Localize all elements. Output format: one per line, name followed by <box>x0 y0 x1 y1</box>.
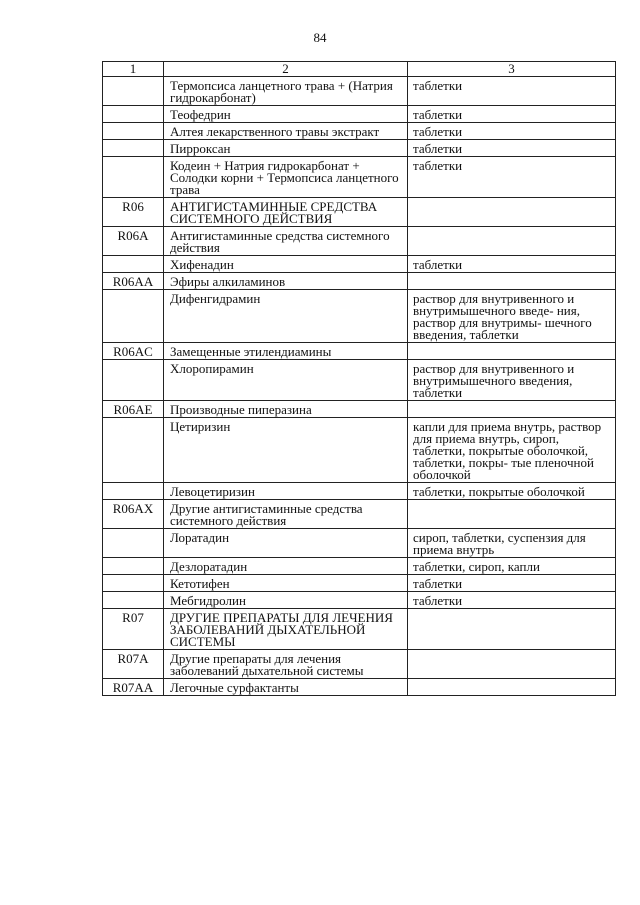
dosage-form-cell: таблетки <box>408 106 616 123</box>
dosage-form-cell: таблетки <box>408 575 616 592</box>
drug-name-cell: Производные пиперазина <box>164 401 408 418</box>
drug-name-cell: Эфиры алкиламинов <box>164 273 408 290</box>
table-row <box>103 273 616 290</box>
table-row <box>103 558 616 575</box>
table-row <box>103 483 616 500</box>
drug-name-cell: Хифенадин <box>164 256 408 273</box>
atc-code-cell: R07AA <box>103 679 164 696</box>
dosage-form-cell: таблетки <box>408 77 616 106</box>
table-row <box>103 343 616 360</box>
table-row <box>103 157 616 198</box>
dosage-form-cell: таблетки, сироп, капли <box>408 558 616 575</box>
dosage-form-cell: таблетки <box>408 123 616 140</box>
dosage-form-cell: раствор для внутривенного и внутримышечного введе- ния, раствор для внутримы- шечного введения, таблетки <box>408 290 616 343</box>
table-row <box>103 592 616 609</box>
atc-code-cell <box>103 123 164 140</box>
table-row <box>103 360 616 401</box>
atc-code-cell <box>103 575 164 592</box>
atc-code-cell <box>103 157 164 198</box>
dosage-form-cell <box>408 609 616 650</box>
dosage-form-cell <box>408 650 616 679</box>
atc-code-cell: R07A <box>103 650 164 679</box>
column-header-2: 2 <box>164 62 408 77</box>
drug-name-cell: Алтея лекарственного травы экстракт <box>164 123 408 140</box>
atc-code-cell <box>103 360 164 401</box>
table-row <box>103 77 616 106</box>
table-row <box>103 227 616 256</box>
table-row <box>103 679 616 696</box>
atc-code-cell <box>103 592 164 609</box>
atc-code-cell <box>103 529 164 558</box>
table-row <box>103 256 616 273</box>
table-row <box>103 529 616 558</box>
atc-code-cell: R06AX <box>103 500 164 529</box>
table-row <box>103 401 616 418</box>
drug-name-cell: Кетотифен <box>164 575 408 592</box>
table-row <box>103 575 616 592</box>
dosage-form-cell <box>408 343 616 360</box>
dosage-form-cell <box>408 679 616 696</box>
table-row <box>103 140 616 157</box>
dosage-form-cell <box>408 401 616 418</box>
dosage-form-cell <box>408 500 616 529</box>
dosage-form-cell <box>408 273 616 290</box>
drug-name-cell: Левоцетиризин <box>164 483 408 500</box>
atc-code-cell <box>103 558 164 575</box>
drug-name-cell: Термопсиса ланцетного трава + (Натрия гидрокарбонат) <box>164 77 408 106</box>
drug-name-cell: Хлоропирамин <box>164 360 408 401</box>
atc-code-cell: R06AC <box>103 343 164 360</box>
dosage-form-cell: раствор для внутривенного и внутримышечного введения, таблетки <box>408 360 616 401</box>
drug-name-cell: Другие антигистаминные средства системного действия <box>164 500 408 529</box>
drug-name-cell: Мебгидролин <box>164 592 408 609</box>
table-row <box>103 418 616 483</box>
drug-name-cell: Другие препараты для лечения заболеваний дыхательной системы <box>164 650 408 679</box>
atc-code-cell: R06AA <box>103 273 164 290</box>
dosage-form-cell: таблетки, покрытые оболочкой <box>408 483 616 500</box>
dosage-form-cell: таблетки <box>408 157 616 198</box>
atc-code-cell <box>103 140 164 157</box>
atc-code-cell <box>103 290 164 343</box>
table-row <box>103 650 616 679</box>
table-row <box>103 290 616 343</box>
column-header-1: 1 <box>103 62 164 77</box>
dosage-form-cell <box>408 227 616 256</box>
drug-name-cell: Замещенные этилендиамины <box>164 343 408 360</box>
drug-name-cell: АНТИГИСТАМИННЫЕ СРЕДСТВА СИСТЕМНОГО ДЕЙСТВИЯ <box>164 198 408 227</box>
drug-name-cell: Пирроксан <box>164 140 408 157</box>
table-row <box>103 123 616 140</box>
drug-name-cell: Теофедрин <box>164 106 408 123</box>
drug-name-cell: ДРУГИЕ ПРЕПАРАТЫ ДЛЯ ЛЕЧЕНИЯ ЗАБОЛЕВАНИЙ ДЫХАТЕЛЬНОЙ СИСТЕМЫ <box>164 609 408 650</box>
table-row <box>103 198 616 227</box>
table-row <box>103 609 616 650</box>
dosage-form-cell: таблетки <box>408 592 616 609</box>
atc-code-cell <box>103 256 164 273</box>
dosage-form-cell: капли для приема внутрь, раствор для приема внутрь, сироп, таблетки, покрытые оболочкой, таблетки, покры- тые пленочной оболочкой <box>408 418 616 483</box>
atc-code-cell <box>103 106 164 123</box>
table-row <box>103 500 616 529</box>
drug-name-cell: Дезлоратадин <box>164 558 408 575</box>
dosage-form-cell: таблетки <box>408 256 616 273</box>
table-header-row <box>103 62 616 77</box>
drug-name-cell: Цетиризин <box>164 418 408 483</box>
page-number: 84 <box>313 30 327 45</box>
drug-name-cell: Лоратадин <box>164 529 408 558</box>
atc-code-cell <box>103 418 164 483</box>
atc-code-cell: R06AE <box>103 401 164 418</box>
dosage-form-cell <box>408 198 616 227</box>
drug-name-cell: Легочные сурфактанты <box>164 679 408 696</box>
atc-code-cell: R06A <box>103 227 164 256</box>
table-row <box>103 106 616 123</box>
atc-code-cell: R06 <box>103 198 164 227</box>
column-header-3: 3 <box>408 62 616 77</box>
drug-name-cell: Дифенгидрамин <box>164 290 408 343</box>
dosage-form-cell: таблетки <box>408 140 616 157</box>
drug-name-cell: Антигистаминные средства системного действия <box>164 227 408 256</box>
dosage-form-cell: сироп, таблетки, суспензия для приема внутрь <box>408 529 616 558</box>
atc-code-cell <box>103 77 164 106</box>
atc-code-cell <box>103 483 164 500</box>
drug-name-cell: Кодеин + Натрия гидрокарбонат + Солодки корни + Термопсиса ланцетного трава <box>164 157 408 198</box>
atc-code-cell: R07 <box>103 609 164 650</box>
table-body <box>103 77 616 696</box>
drug-classification-table <box>102 61 616 696</box>
